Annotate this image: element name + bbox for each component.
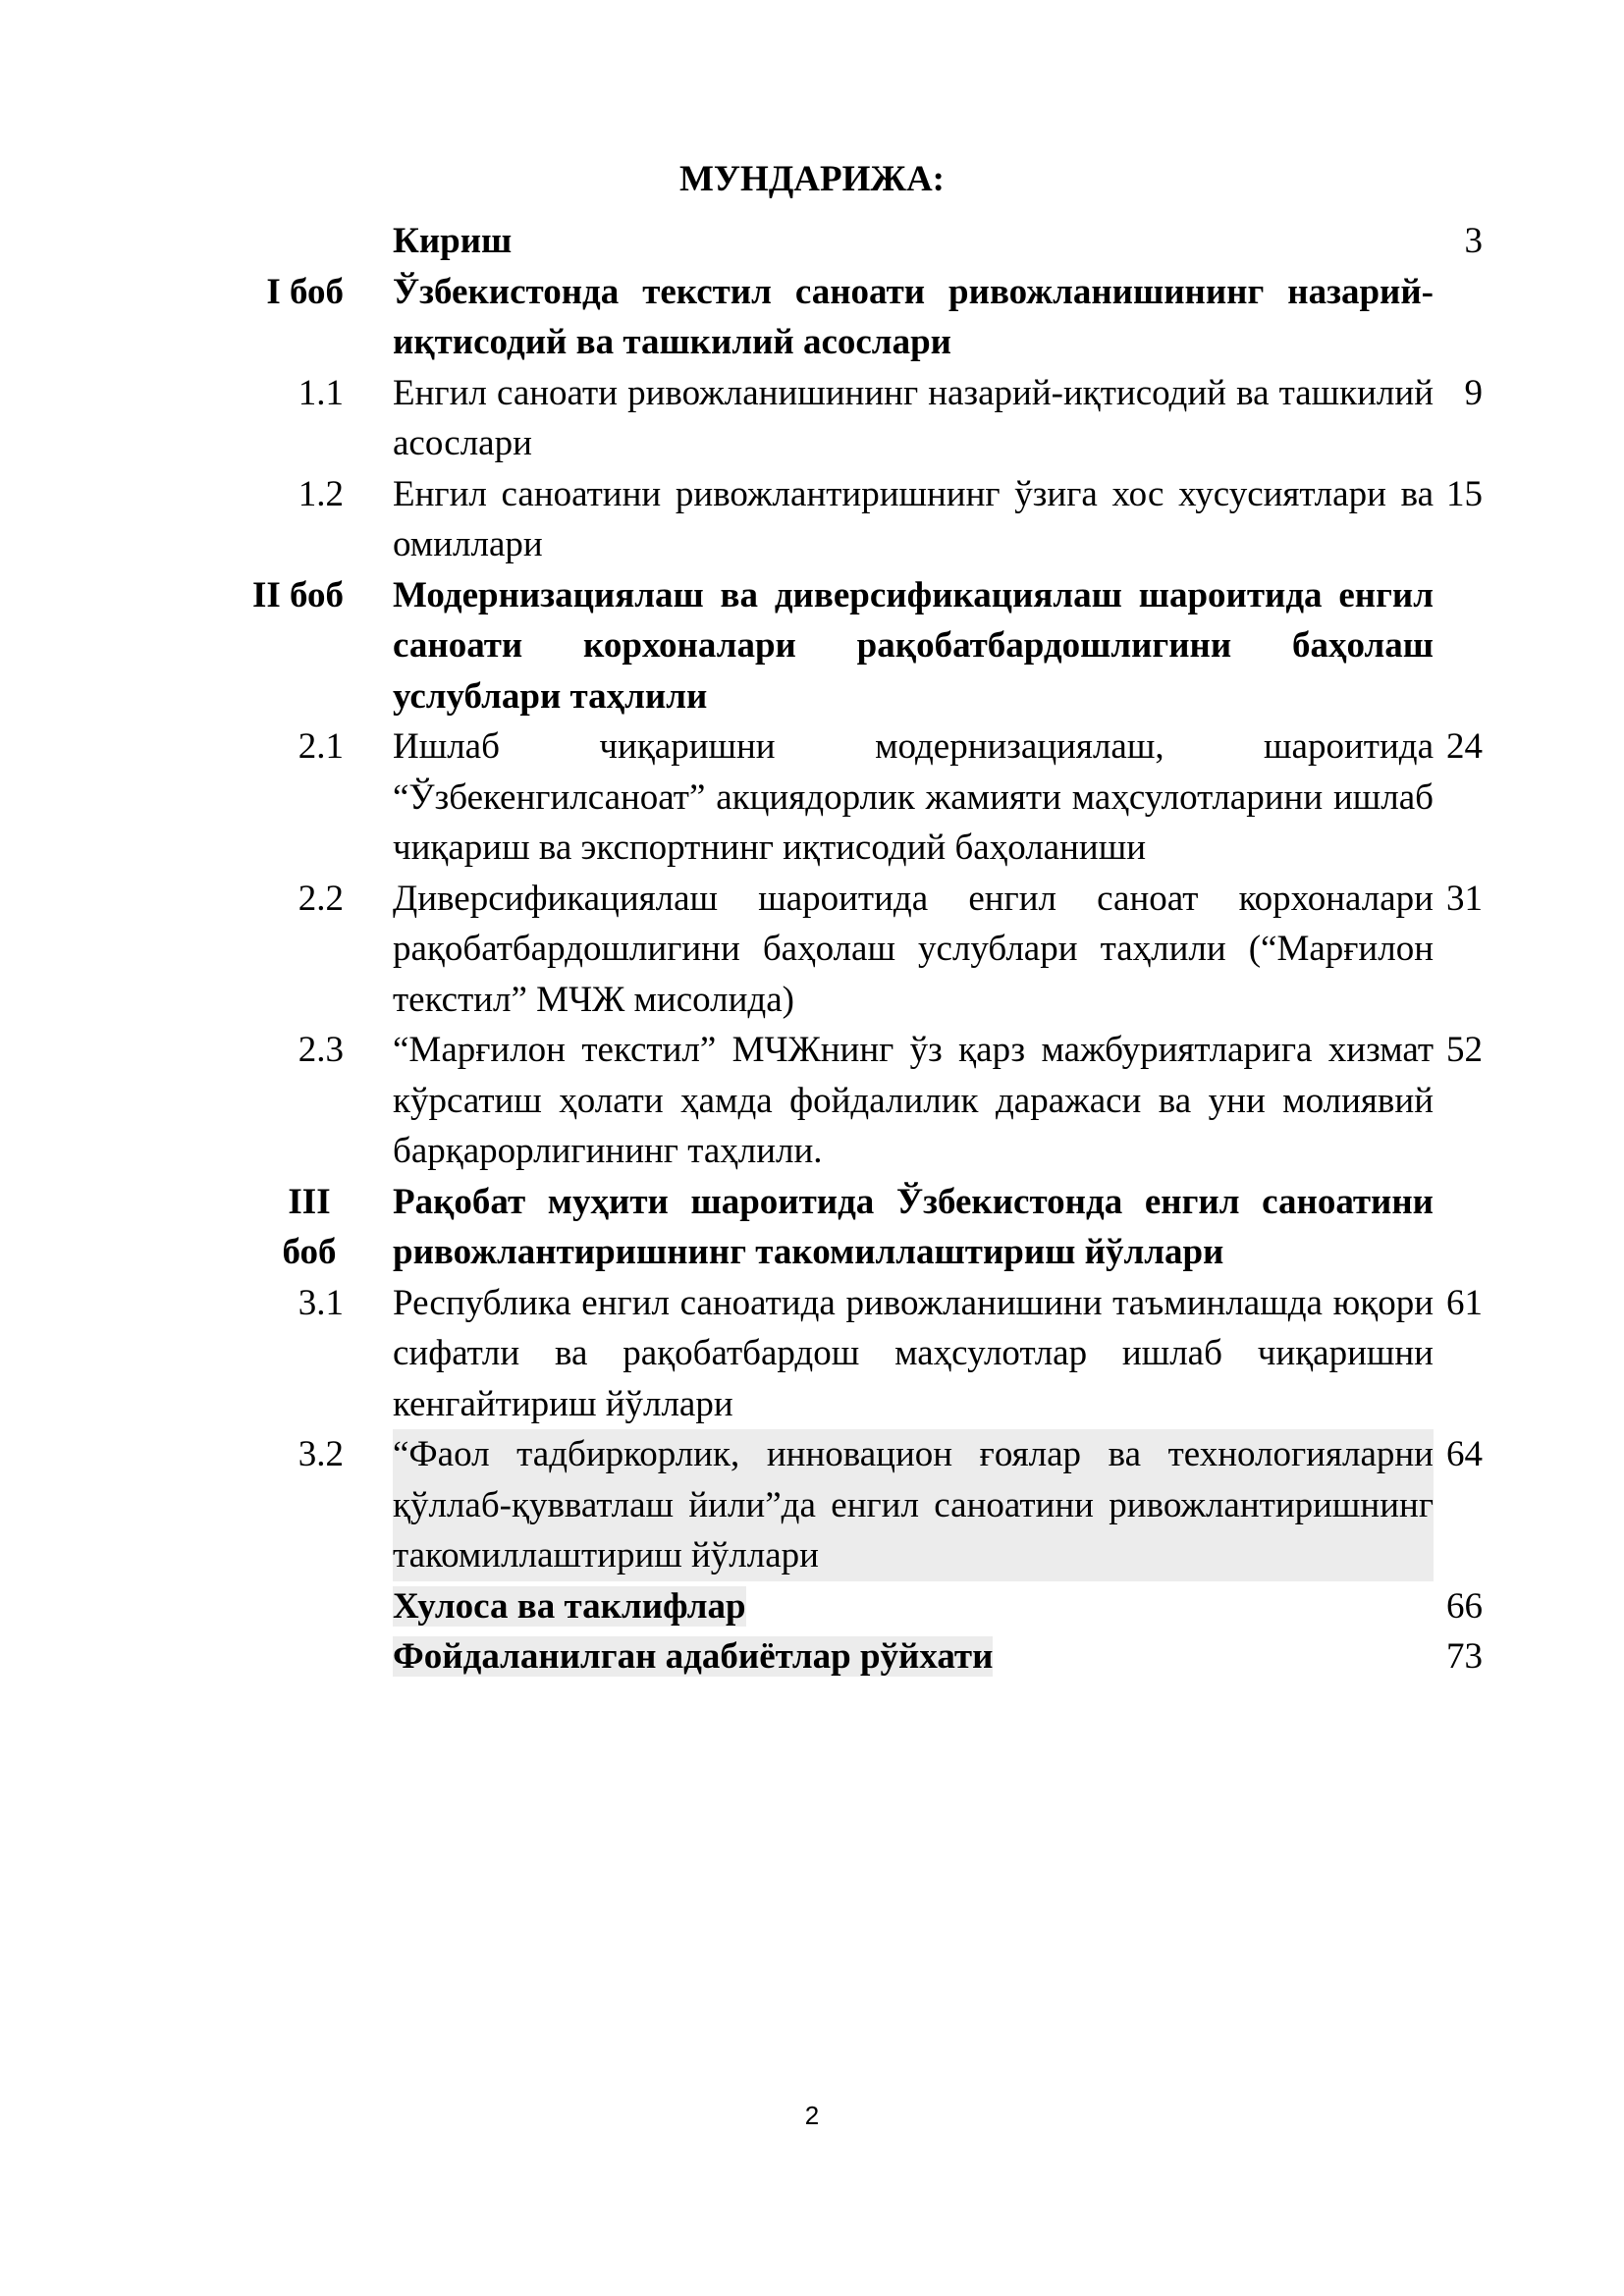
toc-title-wrapper <box>393 1631 1434 1682</box>
toc-title: Фойдаланилган адабиётлар рўйхати <box>393 1636 994 1677</box>
toc-number: 3.1 <box>298 1282 344 1323</box>
toc-number: 1.2 <box>298 473 344 514</box>
toc-title: Республика енгил саноатида ривожланишини таъминлашда юқори сифатли ва рақобатбардош маҳсулотлар ишлаб чиқаришни кенгайтириш йўллари <box>393 1282 1434 1424</box>
toc-page-number: 9 <box>1464 372 1483 413</box>
toc-title: Енгил саноати ривожланишининг назарий-иқтисодий ва ташкилий асослари <box>393 372 1434 463</box>
toc-number: I боб <box>266 271 344 312</box>
toc-title: Кириш <box>393 221 513 261</box>
toc-title: “Фаол тадбиркорлик, инновацион ғоялар ва технологияларни қўллаб-қувватлаш йили”да енгил саноатини ривожлантиришнинг такомиллаштириш йўллари <box>393 1429 1434 1581</box>
toc-title: Диверсификациялаш шароитида енгил саноат корхоналари рақобатбардошлигини баҳолаш услублари таҳлили (“Марғилон текстил” МЧЖ мисолида) <box>393 878 1434 1020</box>
toc-page-number: 52 <box>1446 1030 1483 1070</box>
toc-title: Рақобат муҳити шароитида Ўзбекистонда енгил саноатини ривожлантиришнинг такомиллаштириш йўллари <box>393 1181 1434 1272</box>
toc-title: Енгил саноатини ривожлантиришнинг ўзига хос хусусиятлари ва омиллари <box>393 473 1434 564</box>
toc-entry-intro[interactable] <box>216 216 1492 267</box>
toc-entry-3-1[interactable] <box>216 1278 1492 1430</box>
toc-entry-2-2[interactable] <box>216 874 1492 1026</box>
toc-page-number: 61 <box>1446 1282 1483 1323</box>
toc-page-number: 73 <box>1446 1636 1483 1677</box>
toc-page-number: 64 <box>1446 1434 1483 1474</box>
toc-title: Ўзбекистонда текстил саноати ривожланишининг назарий-иқтисодий ва ташкилий асослари <box>393 271 1434 362</box>
toc-entry-1-2[interactable] <box>216 469 1492 570</box>
toc-entry-3-2[interactable] <box>216 1429 1492 1581</box>
toc-entry-chapter-2[interactable] <box>216 570 1492 722</box>
toc-entry-chapter-3[interactable] <box>216 1177 1492 1278</box>
toc-number: 1.1 <box>298 372 344 413</box>
toc-number: 2.1 <box>298 726 344 767</box>
toc-title: “Марғилон текстил” МЧЖнинг ўз қарз мажбуриятларига хизмат кўрсатиш ҳолати ҳамда фойдалилик даражаси ва уни молиявий барқарорлигининг таҳлили. <box>393 1030 1434 1171</box>
toc-number: II боб <box>251 574 344 615</box>
toc-entry-chapter-1[interactable] <box>216 267 1492 368</box>
toc-title: Модернизациялаш ва диверсификациялаш шароитида енгил саноати корхоналари рақобатбардошлигини баҳолаш услублари таҳлили <box>393 574 1434 717</box>
toc-page-number: 31 <box>1446 878 1483 919</box>
toc-title: Хулоса ва таклифлар <box>393 1585 746 1627</box>
toc-number: 2.2 <box>298 878 344 919</box>
toc-entry-2-1[interactable] <box>216 721 1492 874</box>
toc-number: III боб <box>282 1181 337 1272</box>
toc-page-number: 24 <box>1446 726 1483 767</box>
footer-page-number: 2 <box>804 2101 820 2130</box>
toc-entry-2-3[interactable] <box>216 1025 1492 1177</box>
toc-page-number: 3 <box>1464 221 1483 261</box>
table-of-contents <box>216 216 1492 1682</box>
page-title: МУНДАРИЖА: <box>678 159 946 199</box>
toc-entry-conclusion[interactable] <box>216 1581 1492 1632</box>
toc-title: Ишлаб чиқаришни модернизациялаш, шароитида “Ўзбекенгилсаноат” акциядорлик жамияти маҳсулотларини ишлаб чиқариш ва экспортнинг иқтисодий баҳоланиши <box>393 726 1434 868</box>
toc-entry-references[interactable] <box>216 1631 1492 1682</box>
toc-entry-1-1[interactable] <box>216 368 1492 469</box>
toc-title-wrapper <box>393 1581 1434 1632</box>
toc-number: 2.3 <box>298 1030 344 1070</box>
toc-number: 3.2 <box>298 1434 344 1474</box>
toc-page-number: 66 <box>1446 1585 1483 1627</box>
toc-page-number: 15 <box>1446 473 1483 514</box>
